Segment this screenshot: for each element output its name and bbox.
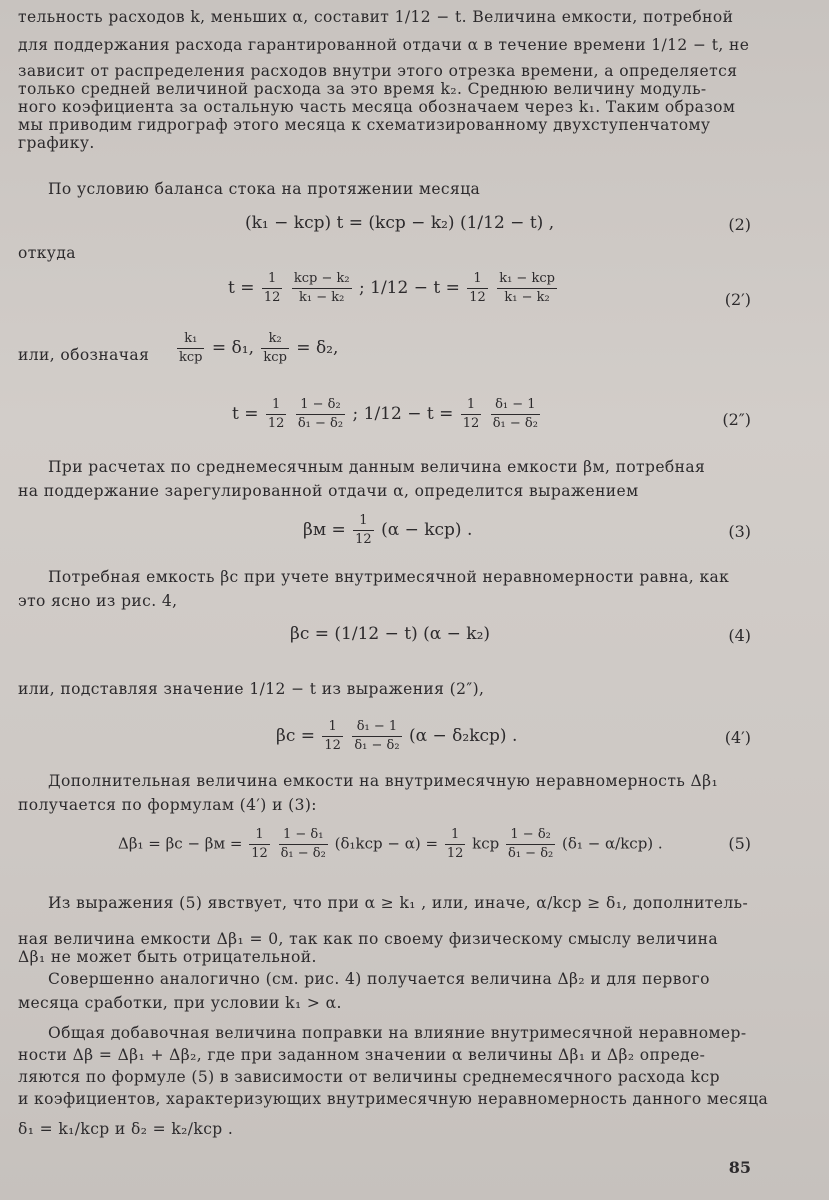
- numerator: k₁ − kср: [497, 270, 557, 289]
- eq-part: ;: [358, 278, 365, 298]
- fraction: [279, 826, 328, 863]
- eq-part: = δ₂,: [296, 338, 339, 358]
- numerator: 1 − δ₁: [279, 826, 328, 845]
- denominator: 12: [324, 738, 341, 753]
- equation-number-3: (3): [728, 522, 751, 541]
- text-line: ного коэфициента за остальную часть месяца обозначаем через k₁. Таким образом: [18, 98, 736, 116]
- eq-part: = δ₁,: [211, 338, 254, 358]
- equation-number-4: (4): [728, 626, 751, 645]
- denominator: k₁ − k₂: [299, 290, 345, 305]
- text-line: зависит от распределения расходов внутри этого отрезка времени, а определяется: [18, 62, 738, 80]
- equation-5: [118, 826, 663, 863]
- text-line: ности Δβ = Δβ₁ + Δβ₂, где при заданном значении α величины Δβ₁ и Δβ₂ опреде-: [18, 1046, 706, 1064]
- numerator: 1: [445, 826, 466, 845]
- denominator: k₁ − k₂: [504, 290, 550, 305]
- numerator: 1: [262, 270, 283, 289]
- numerator: k₂: [261, 330, 288, 349]
- denominator: δ₁ − δ₂: [508, 846, 554, 861]
- numerator: 1: [266, 396, 287, 415]
- fraction: [292, 270, 352, 307]
- page-number: 85: [728, 1158, 751, 1177]
- denominator: 12: [355, 532, 372, 547]
- eq-part: (α − δ₂kср) .: [409, 726, 518, 746]
- text-line: ляются по формуле (5) в зависимости от величины среднемесячного расхода kср: [18, 1068, 720, 1086]
- eq-part: kср: [472, 834, 500, 853]
- equation-number-2-double-prime: (2″): [722, 410, 751, 429]
- text-line: δ₁ = k₁/kср и δ₂ = k₂/kср .: [18, 1120, 234, 1138]
- fraction: [177, 330, 204, 367]
- denominator: δ₁ − δ₂: [280, 846, 326, 861]
- numerator: 1: [353, 512, 374, 531]
- equation-number-4-prime: (4′): [724, 728, 751, 747]
- equation-number-5: (5): [728, 834, 751, 853]
- denominator: 12: [267, 416, 285, 431]
- fraction: [506, 826, 555, 863]
- eq-part: (δ₁ − α/kср) .: [562, 834, 663, 853]
- text-line: или, подставляя значение 1/12 − t из выражения (2″),: [18, 680, 485, 698]
- fraction: [261, 330, 288, 367]
- paragraph-capacity: [18, 568, 788, 610]
- text-line: ная величина емкости Δβ₁ = 0, так как по своему физическому смыслу величина: [18, 930, 719, 948]
- eq-part: 1/12 − t =: [363, 404, 454, 424]
- text-line: тельность расходов k, меньших α, составит 1/12 − t. Величина емкости, потребной: [18, 8, 734, 26]
- text-line: для поддержания расхода гарантированной отдачи α в течение времени 1/12 − t, не: [18, 36, 750, 54]
- equation-4: βс = (1/12 − t) (α − k₂): [290, 624, 491, 644]
- eq-part: t =: [232, 404, 259, 424]
- delta-definition: [175, 330, 338, 367]
- text-line: получается по формулам (4′) и (3):: [18, 796, 317, 814]
- numerator: 1 − δ₂: [506, 826, 555, 845]
- numerator: k₁: [177, 330, 204, 349]
- text-line: только средней величиной расхода за это время k₂. Среднюю величину модуль-: [18, 80, 707, 98]
- paragraph-intro: [18, 8, 758, 152]
- text-otkuda: [18, 244, 758, 262]
- equation-4-prime: [276, 718, 517, 755]
- numerator: 1 − δ₂: [296, 396, 345, 415]
- text-line: мы приводим гидрограф этого месяца к схематизированному двухступенчатому: [18, 116, 711, 134]
- text-line: на поддержание зарегулированной отдачи α, определится выражением: [18, 482, 639, 500]
- fraction: [266, 396, 287, 433]
- denominator: δ₁ − δ₂: [492, 416, 538, 431]
- denominator: 12: [263, 290, 281, 305]
- eq-part: (δ₁kср − α) =: [334, 834, 439, 853]
- eq-part: βм =: [303, 520, 346, 540]
- eq-part: (α − kср) .: [381, 520, 473, 540]
- text-line: Δβ₁ не может быть отрицательной.: [18, 948, 317, 966]
- equation-number-2: (2): [728, 215, 751, 234]
- eq-part: βс =: [276, 726, 315, 746]
- denominator: 12: [462, 416, 480, 431]
- numerator: δ₁ − 1: [352, 718, 401, 737]
- numerator: 1: [249, 826, 270, 845]
- eq-part: t =: [228, 278, 255, 298]
- text-line: Дополнительная величина емкости на внутримесячную неравномерность Δβ₁: [48, 772, 719, 790]
- paragraph-total: [18, 1024, 788, 1138]
- equation-3: [303, 512, 472, 549]
- text-line: Общая добавочная величина поправки на влияние внутримесячной неравномер-: [48, 1024, 747, 1042]
- denominator: 12: [446, 846, 464, 861]
- fraction: [249, 826, 270, 863]
- fraction: [322, 718, 343, 755]
- paragraph-balance: [18, 180, 788, 198]
- fraction: [497, 270, 557, 307]
- paragraph-substitute: [18, 680, 758, 698]
- paragraph-monthly: [18, 458, 788, 500]
- paragraph-analogous: [18, 970, 788, 1012]
- text-line: это ясно из рис. 4,: [18, 592, 178, 610]
- denominator: kср: [263, 350, 287, 365]
- denominator: δ₁ − δ₂: [297, 416, 344, 431]
- text-line: При расчетах по среднемесячным данным величина емкости βм, потребная: [48, 458, 706, 476]
- text-line: и коэфициентов, характеризующих внутримесячную неравномерность данного месяца: [18, 1090, 769, 1108]
- text-line: Совершенно аналогично (см. рис. 4) получается величина Δβ₂ и для первого: [48, 970, 710, 988]
- denominator: 12: [251, 846, 268, 861]
- eq-part: Δβ₁ = βс − βм =: [118, 834, 243, 853]
- equation-2-prime: [228, 270, 559, 307]
- fraction: [352, 718, 401, 755]
- equation-2: (k₁ − kср) t = (kср − k₂) (1/12 − t) ,: [245, 213, 555, 233]
- fraction: [467, 270, 488, 307]
- fraction: [262, 270, 283, 307]
- numerator: 1: [322, 718, 343, 737]
- paragraph-additional: [18, 772, 788, 814]
- text-line: откуда: [18, 244, 76, 262]
- eq-part: 1/12 − t =: [370, 278, 460, 298]
- equation-2-double-prime: [232, 396, 542, 433]
- denominator: 12: [469, 290, 486, 305]
- fraction: [461, 396, 482, 433]
- numerator: 1: [461, 396, 482, 415]
- numerator: δ₁ − 1: [491, 396, 540, 415]
- text-line: Потребная емкость βс при учете внутримесячной неравномерности равна, как: [48, 568, 730, 586]
- text-line: графику.: [18, 134, 95, 152]
- fraction: [353, 512, 374, 549]
- text-line: или, обозначая: [18, 346, 150, 364]
- denominator: kср: [179, 350, 203, 365]
- eq-part: ;: [352, 404, 359, 424]
- fraction: [296, 396, 345, 433]
- fraction: [445, 826, 466, 863]
- text-ili-oboznachaya: [18, 346, 758, 364]
- text-line: Из выражения (5) явствует, что при α ≥ k₁ , или, иначе, α/kср ≥ δ₁, дополнитель-: [48, 894, 749, 912]
- paragraph-consequence: [18, 894, 788, 966]
- denominator: δ₁ − δ₂: [354, 738, 400, 753]
- text-line: По условию баланса стока на протяжении месяца: [48, 180, 481, 198]
- fraction: [491, 396, 540, 433]
- numerator: kср − k₂: [292, 270, 352, 289]
- equation-number-2-prime: (2′): [724, 290, 751, 309]
- text-line: месяца сработки, при условии k₁ > α.: [18, 994, 342, 1012]
- numerator: 1: [467, 270, 488, 289]
